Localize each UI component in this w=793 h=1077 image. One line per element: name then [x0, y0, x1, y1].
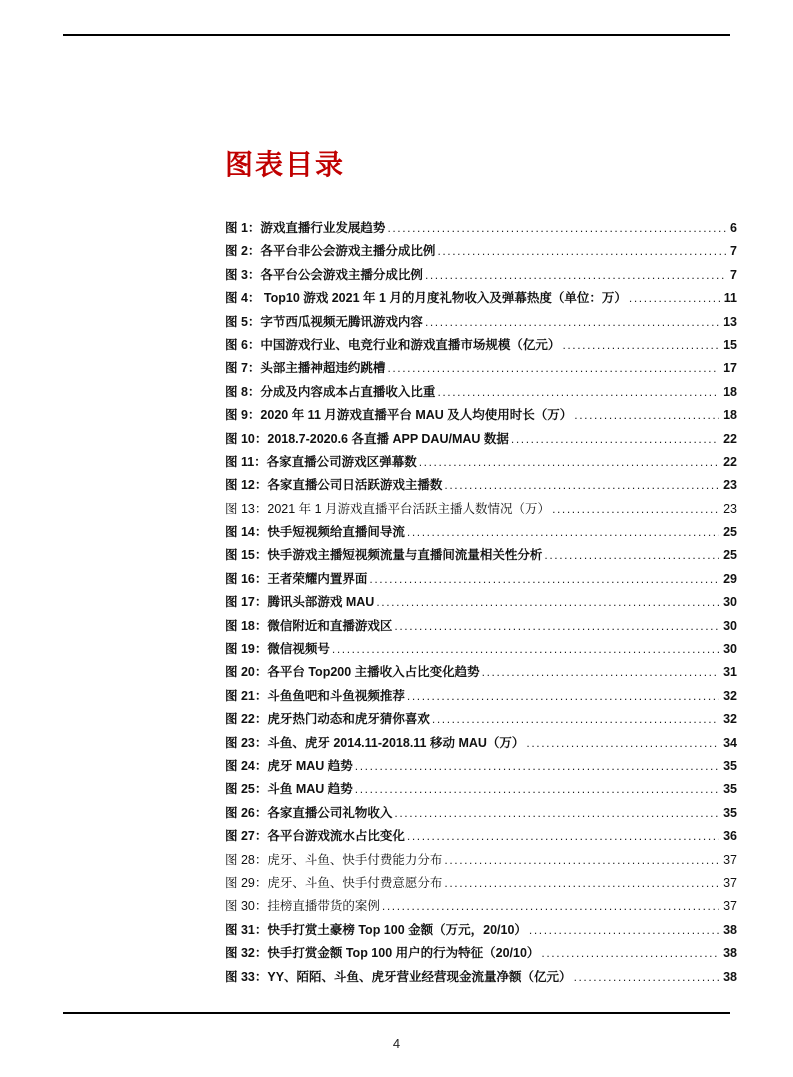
toc-entry[interactable]	[225, 405, 737, 428]
toc-list	[225, 218, 737, 990]
toc-entry[interactable]	[225, 452, 737, 475]
dot-leader	[394, 806, 719, 820]
toc-entry-label: 图 14：快手短视频给直播间导流	[225, 525, 405, 540]
toc-entry-label: 图 19：微信视频号	[225, 642, 330, 657]
toc-entry-label: 图 20：各平台 Top200 主播收入占比变化趋势	[225, 665, 480, 680]
toc-entry-label: 图 26：各家直播公司礼物收入	[225, 805, 393, 820]
toc-entry-page: 25	[723, 548, 737, 563]
toc-entry-page: 22	[723, 431, 737, 446]
toc-entry-label: 图 15：快手游戏主播短视频流量与直播间流量相关性分析	[225, 548, 543, 563]
toc-entry-page: 23	[723, 501, 737, 516]
dot-leader	[529, 923, 719, 937]
toc-entry-label: 图 24：虎牙 MAU 趋势	[225, 758, 353, 773]
toc-entry-label: 图 29：虎牙、斗鱼、快手付费意愿分布	[225, 875, 443, 890]
toc-entry[interactable]	[225, 639, 737, 662]
toc-entry-page: 25	[723, 525, 737, 540]
dot-leader	[544, 548, 719, 562]
toc-entry[interactable]	[225, 475, 737, 498]
dot-leader	[444, 876, 719, 890]
toc-entry-page: 17	[723, 361, 737, 376]
dot-leader	[387, 221, 726, 235]
toc-entry[interactable]	[225, 943, 737, 966]
toc-entry-label: 图 13：2021 年 1 月游戏直播平台活跃主播人数情况（万）	[225, 501, 551, 516]
toc-entry-label: 图 31：快手打赏土豪榜 Top 100 金额（万元，20/10）	[225, 922, 527, 937]
toc-entry-page: 23	[723, 478, 737, 493]
dot-leader	[526, 736, 719, 750]
dot-leader	[629, 291, 720, 305]
toc-entry[interactable]	[225, 803, 737, 826]
toc-entry[interactable]	[225, 826, 737, 849]
toc-entry-page: 11	[723, 291, 737, 306]
toc-entry-page: 38	[723, 969, 737, 984]
toc-entry-page: 35	[723, 805, 737, 820]
toc-entry[interactable]	[225, 265, 737, 288]
toc-entry-page: 22	[723, 454, 737, 469]
dot-leader	[382, 899, 719, 913]
toc-entry-label: 图 1：游戏直播行业发展趋势	[225, 221, 386, 235]
toc-entry[interactable]	[225, 241, 737, 264]
toc-title: 图表目录	[225, 149, 346, 180]
toc-entry-label: 图 5：字节西瓜视频无腾讯游戏内容	[225, 314, 423, 329]
toc-entry-label: 图 32：快手打赏金额 Top 100 用户的行为特征（20/10）	[225, 946, 540, 961]
toc-entry[interactable]	[225, 662, 737, 685]
toc-entry-page: 37	[723, 852, 737, 867]
toc-entry-page: 35	[723, 758, 737, 773]
toc-entry-page: 7	[730, 267, 737, 282]
toc-entry[interactable]	[225, 429, 737, 452]
toc-entry-page: 32	[723, 688, 737, 703]
toc-entry-label: 图 23：斗鱼、虎牙 2014.11-2018.11 移动 MAU（万）	[225, 735, 525, 750]
page-number: 4	[392, 1036, 401, 1051]
toc-entry-label: 图 28：虎牙、斗鱼、快手付费能力分布	[225, 852, 443, 867]
toc-entry[interactable]	[225, 779, 737, 802]
toc-entry-label: 图 4： Top10 游戏 2021 年 1 月的月度礼物收入及弹幕热度（单位：万）	[225, 291, 627, 306]
toc-entry-label: 图 27：各平台游戏流水占比变化	[225, 829, 405, 844]
dot-leader	[376, 595, 719, 609]
toc-entry-page: 37	[723, 875, 737, 890]
toc-entry-page: 34	[723, 735, 737, 750]
toc-entry-label: 图 3：各平台公会游戏主播分成比例	[225, 267, 423, 282]
dot-leader	[355, 782, 719, 796]
toc-entry[interactable]	[225, 569, 737, 592]
toc-entry-page: 36	[723, 829, 737, 844]
toc-entry[interactable]	[225, 312, 737, 335]
toc-entry-page: 32	[723, 712, 737, 727]
toc-entry[interactable]	[225, 335, 737, 358]
toc-entry-page: 38	[723, 922, 737, 937]
toc-entry-label: 图 8：分成及内容成本占直播收入比重	[225, 384, 436, 399]
toc-entry[interactable]	[225, 967, 737, 990]
toc-entry-label: 图 16：王者荣耀内置界面	[225, 571, 368, 586]
toc-entry-label: 图 7：头部主播神超违约跳槽	[225, 361, 386, 376]
dot-leader	[437, 244, 726, 258]
toc-entry[interactable]	[225, 545, 737, 568]
dot-leader	[511, 432, 719, 446]
toc-entry[interactable]	[225, 358, 737, 381]
dot-leader	[425, 268, 726, 282]
toc-entry-page: 15	[723, 337, 737, 352]
toc-entry[interactable]	[225, 920, 737, 943]
toc-entry-label: 图 18：微信附近和直播游戏区	[225, 618, 393, 633]
toc-entry-label: 图 22：虎牙热门动态和虎牙猜你喜欢	[225, 712, 430, 727]
toc-entry[interactable]	[225, 218, 737, 241]
toc-entry[interactable]	[225, 709, 737, 732]
dot-leader	[407, 525, 719, 539]
toc-entry-page: 38	[723, 946, 737, 961]
toc-entry-label: 图 21：斗鱼鱼吧和斗鱼视频推荐	[225, 688, 405, 703]
toc-entry-page: 35	[723, 782, 737, 797]
toc-entry-page: 18	[723, 408, 737, 423]
toc-entry[interactable]	[225, 686, 737, 709]
toc-entry-page: 30	[723, 618, 737, 633]
toc-entry-label: 图 10：2018.7-2020.6 各直播 APP DAU/MAU 数据	[225, 431, 509, 446]
dot-leader	[419, 455, 719, 469]
toc-entry-label: 图 30：挂榜直播带货的案例	[225, 899, 380, 914]
dot-leader	[425, 315, 719, 329]
toc-entry[interactable]	[225, 616, 737, 639]
dot-leader	[574, 970, 720, 984]
toc-entry[interactable]	[225, 288, 737, 311]
dot-leader	[444, 853, 719, 867]
dot-leader	[552, 502, 719, 516]
dot-leader	[387, 361, 719, 375]
dot-leader	[541, 946, 719, 960]
dot-leader	[369, 572, 719, 586]
toc-entry-page: 31	[723, 665, 737, 680]
toc-entry-page: 29	[723, 571, 737, 586]
dot-leader	[482, 665, 719, 679]
dot-leader	[407, 829, 719, 843]
toc-entry[interactable]	[225, 756, 737, 779]
dot-leader	[394, 619, 719, 633]
toc-entry-label: 图 33：YY、陌陌、斗鱼、虎牙营业经营现金流量净额（亿元）	[225, 969, 572, 984]
toc-entry-page: 30	[723, 595, 737, 610]
toc-entry-label: 图 6：中国游戏行业、电竞行业和游戏直播市场规模（亿元）	[225, 337, 561, 352]
bottom-rule	[63, 1012, 730, 1014]
toc-entry-page: 6	[730, 221, 737, 235]
dot-leader	[432, 712, 719, 726]
toc-entry[interactable]	[225, 592, 737, 615]
toc-entry[interactable]	[225, 850, 737, 873]
toc-entry-label: 图 12：各家直播公司日活跃游戏主播数	[225, 478, 443, 493]
toc-entry[interactable]	[225, 733, 737, 756]
toc-entry-label: 图 11：各家直播公司游戏区弹幕数	[225, 454, 417, 469]
toc-entry-page: 7	[730, 244, 737, 259]
dot-leader	[562, 338, 719, 352]
toc-entry-label: 图 9：2020 年 11 月游戏直播平台 MAU 及人均使用时长（万）	[225, 408, 573, 423]
toc-entry-page: 30	[723, 642, 737, 657]
toc-entry[interactable]	[225, 382, 737, 405]
toc-entry-label: 图 2：各平台非公会游戏主播分成比例	[225, 244, 436, 259]
toc-entry-label: 图 25：斗鱼 MAU 趋势	[225, 782, 353, 797]
toc-entry-label: 图 17：腾讯头部游戏 MAU	[225, 595, 375, 610]
dot-leader	[355, 759, 719, 773]
dot-leader	[444, 478, 719, 492]
top-rule	[63, 34, 730, 36]
toc-entry[interactable]	[225, 499, 737, 522]
dot-leader	[407, 689, 719, 703]
dot-leader	[574, 408, 719, 422]
dot-leader	[332, 642, 719, 656]
toc-entry-page: 37	[723, 899, 737, 914]
dot-leader	[437, 385, 719, 399]
toc-entry[interactable]	[225, 522, 737, 545]
toc-entry-page: 13	[723, 314, 737, 329]
toc-entry[interactable]	[225, 873, 737, 896]
toc-entry[interactable]	[225, 896, 737, 919]
toc-entry-page: 18	[723, 384, 737, 399]
